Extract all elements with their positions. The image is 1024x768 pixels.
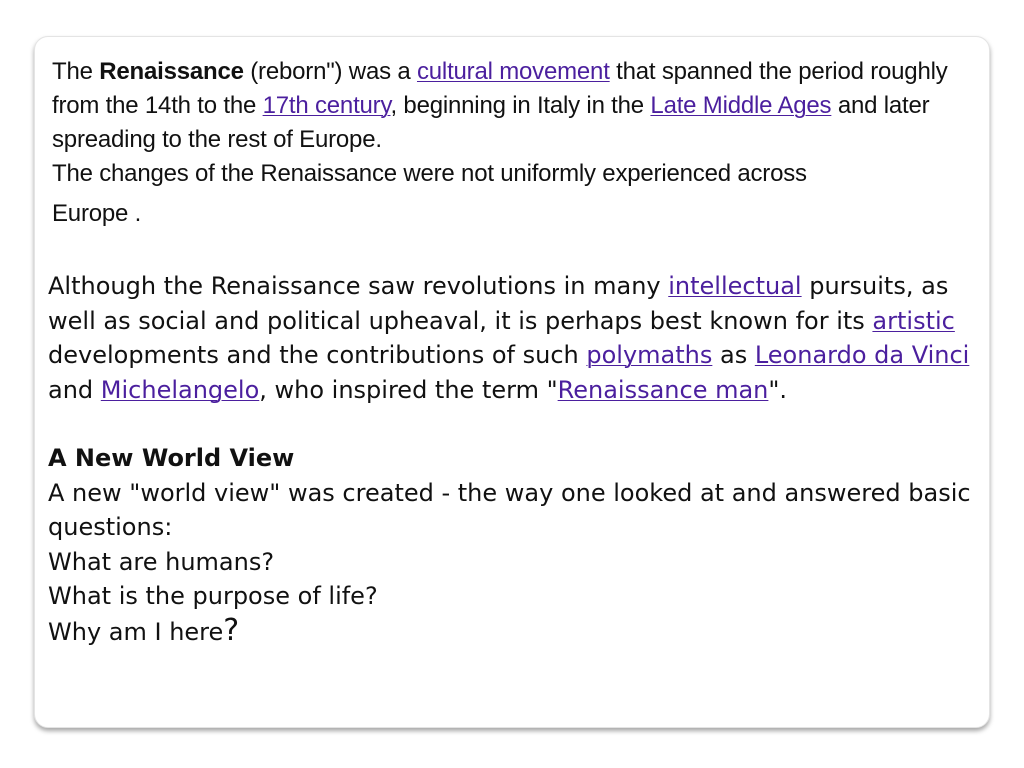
question-mark: ? — [223, 612, 240, 648]
main-text-3: developments and the contributions of such — [48, 341, 587, 369]
question-humans: What are humans? — [48, 547, 275, 576]
link-17th-century[interactable]: 17th century — [262, 92, 391, 119]
main-text-5: and — [48, 375, 101, 404]
changes-line: The changes of the Renaissance were not uniformly experienced across — [52, 160, 807, 187]
intro-text-5: and later spreading to the rest of Europe. — [52, 92, 930, 153]
intro-text-2: (reborn") was a — [243, 58, 417, 85]
intro-text-1: The — [52, 58, 100, 85]
link-intellectual[interactable]: intellectual — [668, 272, 802, 300]
intro-text-4: , beginning in Italy in the — [390, 92, 651, 119]
link-cultural-movement[interactable]: cultural movement — [416, 58, 610, 85]
main-text-4: as — [712, 341, 755, 369]
world-view-intro: A new "world view" was created - the way one looked at and answered basic questions: — [48, 478, 971, 541]
link-late-middle-ages[interactable]: Late Middle Ages — [650, 92, 832, 119]
question-why-here-text: Why am I here — [48, 617, 224, 646]
renaissance-bold: Renaissance — [99, 58, 244, 85]
intro-text-3: that spanned the period roughly from the 14th to the — [52, 58, 948, 119]
link-renaissance-man[interactable]: Renaissance man — [557, 375, 769, 404]
link-polymaths[interactable]: polymaths — [586, 341, 713, 369]
main-text-7: ". — [768, 375, 788, 404]
question-why-here — [48, 614, 983, 650]
slide-card — [34, 36, 990, 728]
link-artistic[interactable]: artistic — [872, 306, 955, 335]
main-text-2: pursuits, as well as social and political upheaval, it is perhaps best known for its — [48, 272, 949, 335]
main-paragraph — [48, 269, 983, 649]
main-text-1: Although the Renaissance saw revolutions in many — [48, 272, 669, 300]
section-heading: A New World View — [48, 444, 295, 472]
main-text-6: , who inspired the term " — [259, 375, 558, 404]
link-michelangelo[interactable]: Michelangelo — [100, 375, 260, 404]
question-purpose: What is the purpose of life? — [48, 582, 378, 610]
link-leonardo-da-vinci[interactable]: Leonardo da Vinci — [754, 341, 970, 369]
intro-paragraph — [52, 55, 972, 231]
europe-line: Europe . — [52, 200, 142, 227]
